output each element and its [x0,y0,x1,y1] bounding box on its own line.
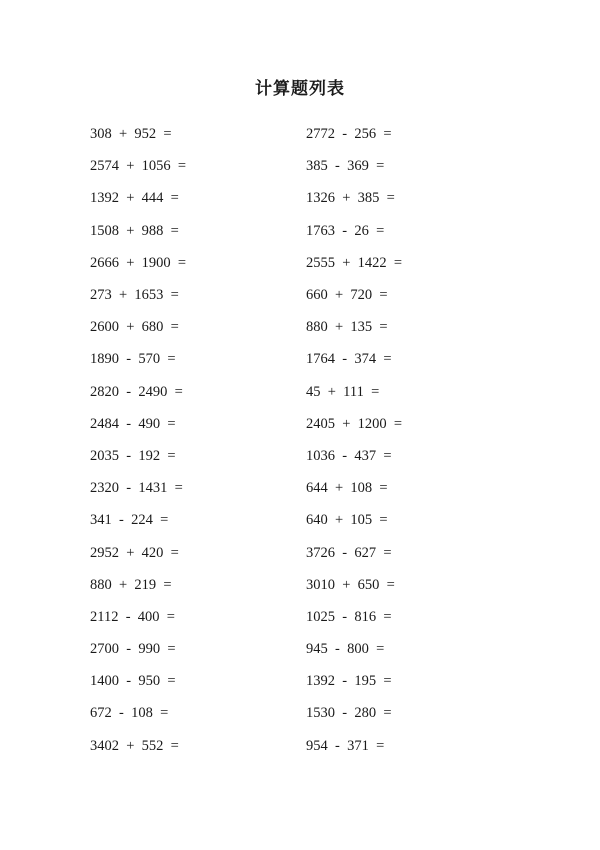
problem-right: 3010 + 650 = [306,576,395,593]
problem-left: 341 - 224 = [90,512,169,529]
problem-left: 1890 - 570 = [90,351,176,368]
problem-row [90,730,530,762]
problem-left: 2484 - 490 = [90,415,176,432]
problem-right: 644 + 108 = [306,480,388,497]
problem-row [90,311,530,343]
problem-left: 1392 + 444 = [90,190,179,207]
problem-row [90,343,530,375]
problem-left: 3402 + 552 = [90,737,179,754]
problem-right: 1036 - 437 = [306,447,392,464]
problem-right: 2555 + 1422 = [306,254,403,271]
problem-left: 2700 - 990 = [90,641,176,658]
problem-left: 880 + 219 = [90,576,172,593]
problem-right: 1025 - 816 = [306,608,392,625]
problem-right: 2772 - 256 = [306,126,392,143]
problem-right: 45 + 111 = [306,383,380,400]
problem-left: 2600 + 680 = [90,319,179,336]
problem-left: 2820 - 2490 = [90,383,183,400]
problem-row [90,215,530,247]
problem-left: 672 - 108 = [90,705,169,722]
problem-left: 2574 + 1056 = [90,158,187,175]
problem-row [90,601,530,633]
problem-right: 945 - 800 = [306,641,385,658]
problem-row [90,569,530,601]
problem-row [90,247,530,279]
problem-right: 1530 - 280 = [306,705,392,722]
problem-row [90,472,530,504]
problem-left: 2320 - 1431 = [90,480,183,497]
problem-right: 1392 - 195 = [306,673,392,690]
problem-right: 954 - 371 = [306,737,385,754]
problem-row [90,182,530,214]
problem-left: 273 + 1653 = [90,287,179,304]
problem-row [90,118,530,150]
problem-right: 660 + 720 = [306,287,388,304]
problem-right: 640 + 105 = [306,512,388,529]
problem-left: 2666 + 1900 = [90,254,187,271]
problem-left: 2112 - 400 = [90,608,175,625]
problem-right: 1764 - 374 = [306,351,392,368]
problem-row [90,440,530,472]
problem-row [90,150,530,182]
problem-right: 1763 - 26 = [306,222,385,239]
problem-left: 1508 + 988 = [90,222,179,239]
problem-right: 385 - 369 = [306,158,385,175]
problem-row [90,376,530,408]
problem-row [90,633,530,665]
problem-left: 2952 + 420 = [90,544,179,561]
problem-right: 1326 + 385 = [306,190,395,207]
problem-row [90,665,530,697]
page-title: 计算题列表 [255,79,345,99]
problem-right: 880 + 135 = [306,319,388,336]
problem-grid [90,118,530,762]
problem-row [90,536,530,568]
problem-row [90,279,530,311]
problem-row [90,697,530,729]
problem-row [90,408,530,440]
problem-left: 2035 - 192 = [90,447,176,464]
problem-left: 1400 - 950 = [90,673,176,690]
problem-left: 308 + 952 = [90,126,172,143]
problem-right: 3726 - 627 = [306,544,392,561]
problem-right: 2405 + 1200 = [306,415,403,432]
problem-row [90,504,530,536]
